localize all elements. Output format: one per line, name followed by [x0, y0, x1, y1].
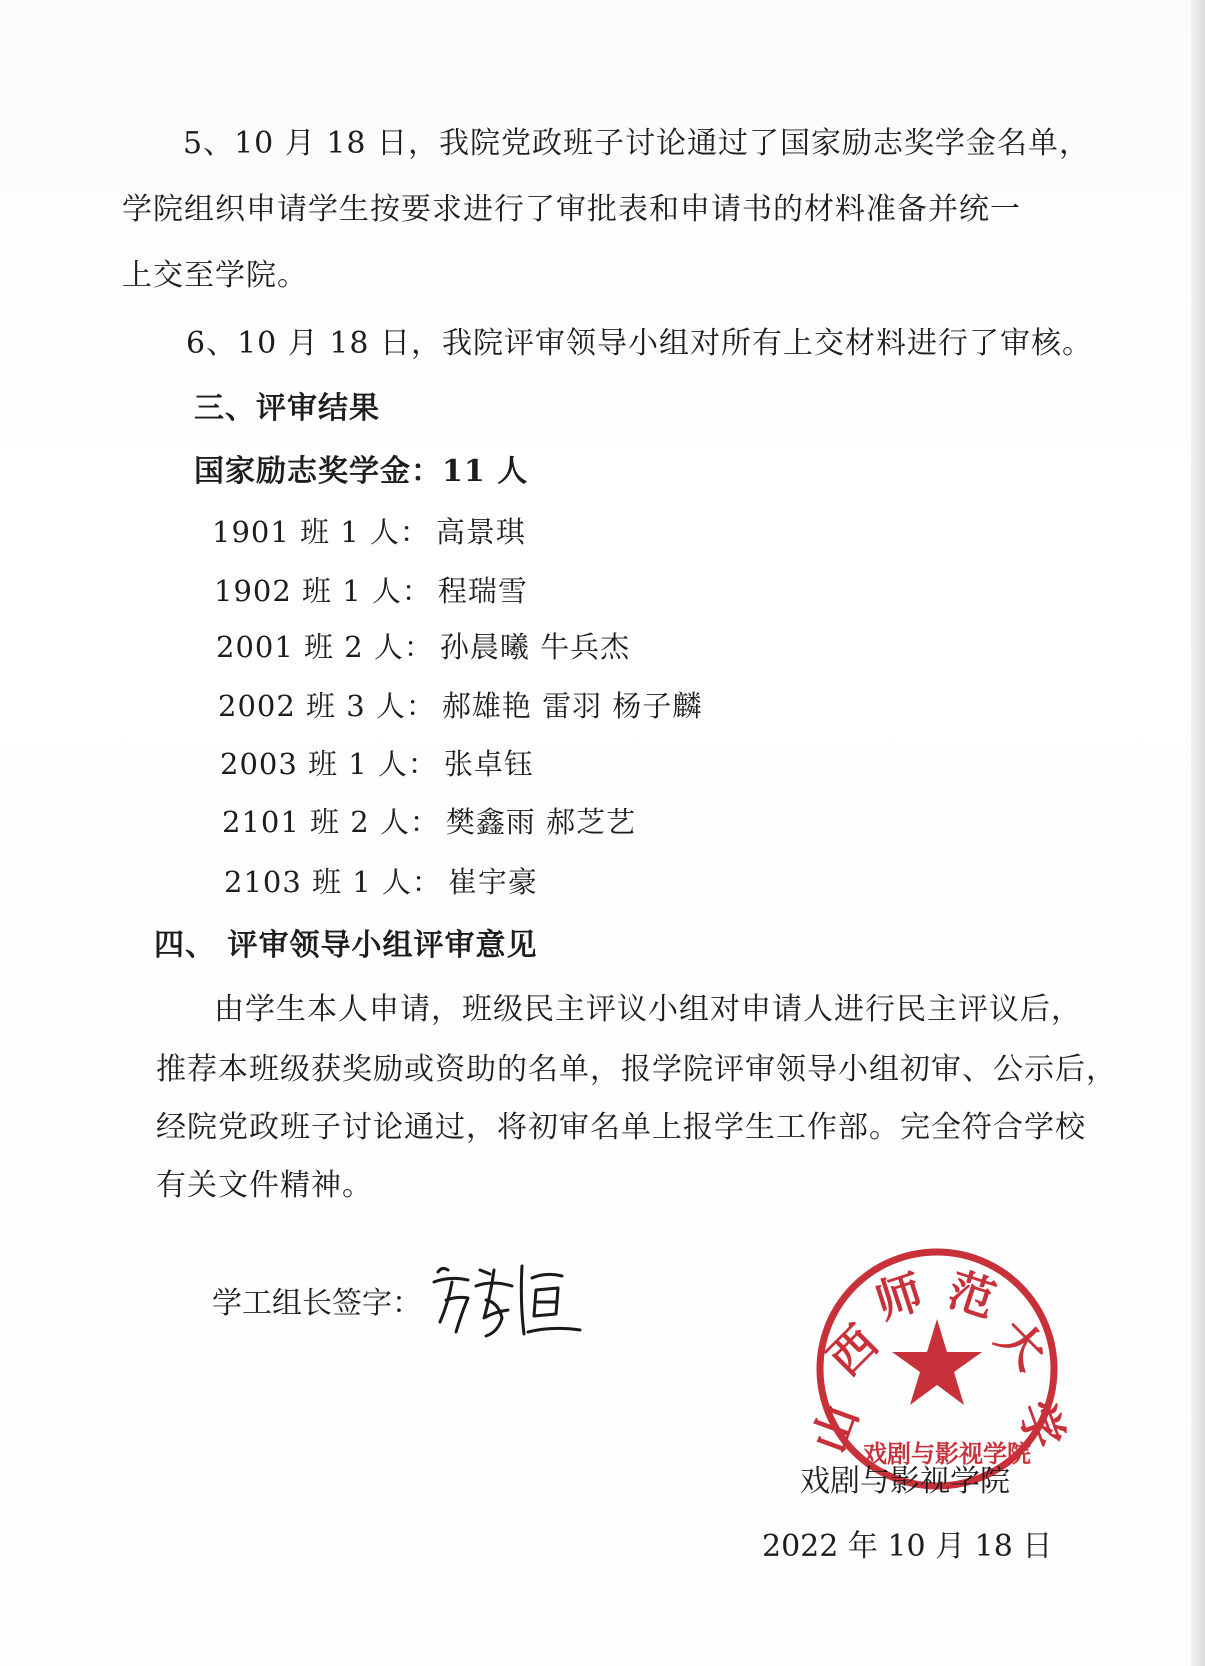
seal-char: 西 — [817, 1315, 889, 1387]
class-names: 崔宇豪 — [447, 865, 538, 899]
class-names: 程瑞雪 — [437, 574, 528, 608]
signature-label: 学工组长签字： — [212, 1286, 422, 1321]
class-row — [218, 684, 702, 725]
seal-char: 范 — [941, 1261, 1003, 1328]
class-label: 2103 班 1 人： — [224, 865, 442, 899]
item6-line: 6、10 月 18 日，我院评审领导小组对所有上交材料进行了审核。 — [186, 326, 1094, 361]
class-label: 2101 班 2 人： — [222, 805, 440, 839]
opinion-line3: 经院党政班子讨论通过，将初审名单上报学生工作部。完全符合学校 — [156, 1110, 1086, 1145]
class-label: 2001 班 2 人： — [216, 630, 434, 664]
class-label: 2002 班 3 人： — [218, 689, 436, 723]
seal-char: 大 — [985, 1309, 1057, 1381]
item5-line2: 学院组织申请学生按要求进行了审批表和申请书的材料准备并统一 — [122, 192, 1021, 227]
seal-char: 山 — [801, 1397, 869, 1460]
handwritten-signature — [428, 1252, 588, 1344]
item5-line3: 上交至学院。 — [122, 258, 308, 293]
class-row — [224, 860, 538, 901]
class-names: 樊鑫雨 郝芝艺 — [445, 805, 637, 839]
department-name: 戏剧与影视学院 — [800, 1464, 1010, 1499]
page-edge-shadow — [1191, 0, 1205, 1666]
seal-inner-text: 戏剧与影视学院 — [863, 1439, 1031, 1468]
seal-char: 师 — [868, 1263, 930, 1330]
class-row — [220, 742, 534, 783]
section4-heading: 四、 评审领导小组评审意见 — [154, 928, 538, 963]
class-names: 高景琪 — [435, 515, 526, 549]
class-row — [222, 800, 636, 841]
item5-line1: 5、10 月 18 日，我院党政班子讨论通过了国家励志奖学金名单， — [183, 126, 1091, 161]
seal-char: 学 — [1007, 1393, 1075, 1456]
class-label: 1901 班 1 人： — [212, 515, 430, 549]
opinion-line2: 推荐本班级获奖励或资助的名单，报学院评审领导小组初审、公示后， — [156, 1052, 1117, 1087]
class-label: 2003 班 1 人： — [220, 747, 438, 781]
document-date: 2022 年 10 月 18 日 — [762, 1529, 1053, 1564]
opinion-line4: 有关文件精神。 — [156, 1168, 373, 1203]
class-names: 郝雄艳 雷羽 杨子麟 — [441, 689, 703, 723]
class-row — [214, 569, 528, 610]
section3-heading: 三、评审结果 — [194, 391, 380, 426]
award-total: 国家励志奖学金：11 人 — [194, 454, 529, 489]
opinion-line1: 由学生本人申请，班级民主评议小组对申请人进行民主评议后， — [214, 992, 1082, 1027]
class-names: 孙晨曦 牛兵杰 — [439, 630, 631, 664]
class-row — [212, 510, 526, 551]
class-row — [216, 625, 630, 666]
class-names: 张卓钰 — [443, 747, 534, 781]
class-label: 1902 班 1 人： — [214, 574, 432, 608]
